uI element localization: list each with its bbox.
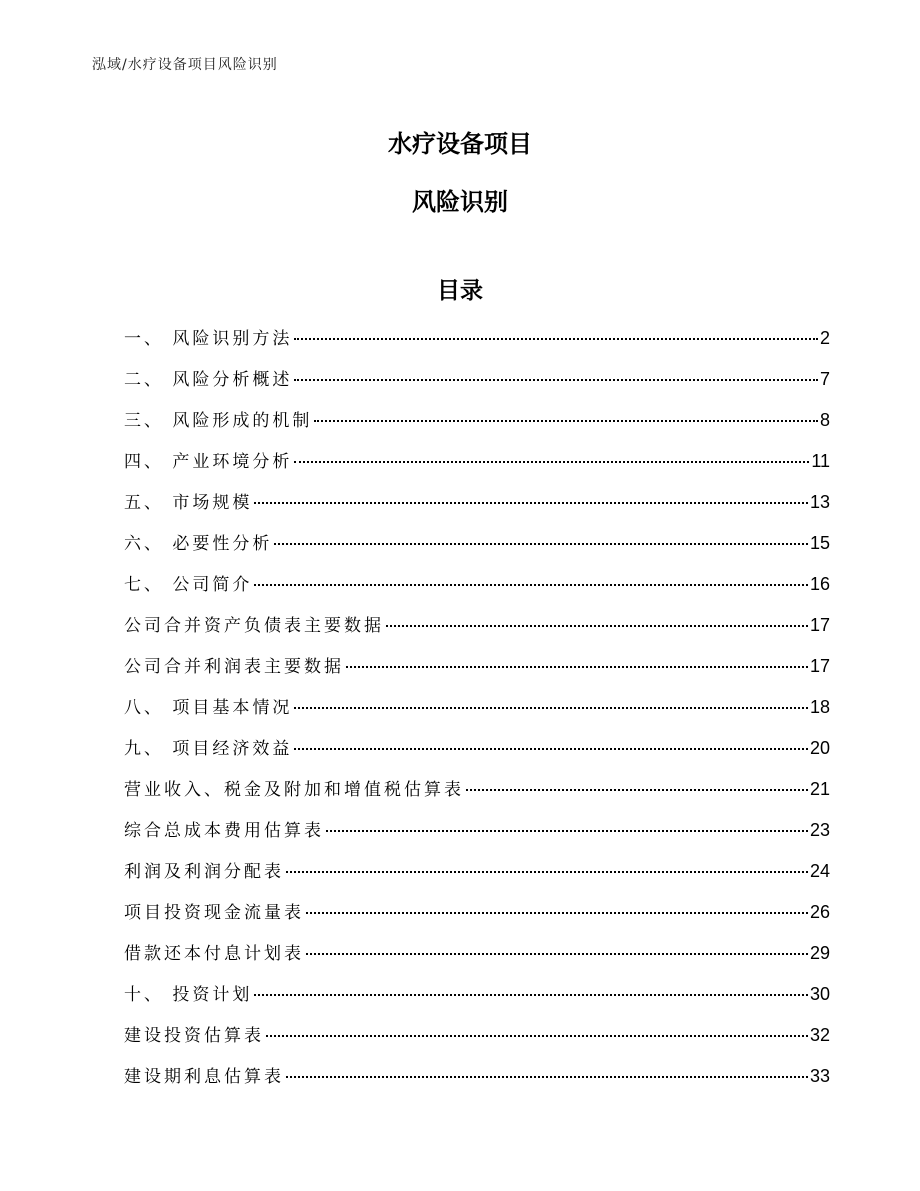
document-title: 水疗设备项目 xyxy=(388,130,532,158)
dot-leader xyxy=(266,1035,808,1037)
toc-entry[interactable] xyxy=(124,898,830,939)
toc-entry[interactable] xyxy=(124,775,830,816)
dot-leader xyxy=(286,1076,808,1078)
toc-entry[interactable] xyxy=(124,529,830,570)
toc-entry-label: 项目投资现金流量表 xyxy=(124,903,304,923)
toc-entry-label: 营业收入、税金及附加和增值税估算表 xyxy=(124,780,464,800)
toc-entry-page: 21 xyxy=(809,779,830,799)
toc-entry-page: 17 xyxy=(809,656,830,676)
toc-entry[interactable] xyxy=(124,652,830,693)
running-header: 泓域/水疗设备项目风险识别 xyxy=(92,57,278,73)
toc-entry-label: 七、 公司简介 xyxy=(124,575,253,595)
dot-leader xyxy=(254,502,808,504)
toc-entry-label: 一、 风险识别方法 xyxy=(124,329,293,349)
toc-entry-label: 四、 产业环境分析 xyxy=(124,452,293,472)
dot-leader xyxy=(294,707,808,709)
toc-entry-page: 16 xyxy=(809,574,830,594)
toc-entry[interactable] xyxy=(124,980,830,1021)
toc-entry-label: 五、 市场规模 xyxy=(124,493,253,513)
toc-entry[interactable] xyxy=(124,693,830,734)
dot-leader xyxy=(286,871,808,873)
toc-entry-page: 33 xyxy=(809,1066,830,1086)
toc-entry-label: 借款还本付息计划表 xyxy=(124,944,304,964)
toc-entry[interactable] xyxy=(124,570,830,611)
toc-entry[interactable] xyxy=(124,1062,830,1103)
toc-entry[interactable] xyxy=(124,488,830,529)
toc-entry-label: 十、 投资计划 xyxy=(124,985,253,1005)
toc-entry-label: 八、 项目基本情况 xyxy=(124,698,293,718)
toc-entry[interactable] xyxy=(124,816,830,857)
dot-leader xyxy=(294,379,818,381)
toc-entry-label: 利润及利润分配表 xyxy=(124,862,284,882)
toc-entry[interactable] xyxy=(124,406,830,447)
toc-entry-page: 24 xyxy=(809,861,830,881)
toc-entry-label: 公司合并资产负债表主要数据 xyxy=(124,616,384,636)
dot-leader xyxy=(294,461,809,463)
toc-entry[interactable] xyxy=(124,1021,830,1062)
toc-entry-page: 32 xyxy=(809,1025,830,1045)
toc-entry-label: 建设期利息估算表 xyxy=(124,1067,284,1087)
dot-leader xyxy=(386,625,808,627)
toc-entry-page: 15 xyxy=(809,533,830,553)
dot-leader xyxy=(306,912,808,914)
toc-entry-label: 公司合并利润表主要数据 xyxy=(124,657,344,677)
toc-entry-page: 18 xyxy=(809,697,830,717)
toc-entry-page: 20 xyxy=(809,738,830,758)
toc-entry-label: 六、 必要性分析 xyxy=(124,534,273,554)
dot-leader xyxy=(294,338,818,340)
dot-leader xyxy=(306,953,808,955)
toc-entry-label: 二、 风险分析概述 xyxy=(124,370,293,390)
dot-leader xyxy=(274,543,808,545)
dot-leader xyxy=(254,994,808,996)
dot-leader xyxy=(346,666,808,668)
dot-leader xyxy=(294,748,808,750)
toc-entry-page: 26 xyxy=(809,902,830,922)
dot-leader xyxy=(466,789,808,791)
toc-entry[interactable] xyxy=(124,611,830,652)
toc-entry-page: 23 xyxy=(809,820,830,840)
dot-leader xyxy=(326,830,808,832)
toc-entry[interactable] xyxy=(124,447,830,488)
toc-entry[interactable] xyxy=(124,365,830,406)
document-subtitle: 风险识别 xyxy=(412,188,508,216)
toc-entry-page: 8 xyxy=(819,410,830,430)
toc-entry-label: 综合总成本费用估算表 xyxy=(124,821,324,841)
table-of-contents xyxy=(124,324,830,1103)
toc-entry-label: 九、 项目经济效益 xyxy=(124,739,293,759)
toc-entry-page: 11 xyxy=(811,451,830,471)
toc-entry[interactable] xyxy=(124,734,830,775)
toc-entry-page: 2 xyxy=(819,328,830,348)
toc-entry[interactable] xyxy=(124,939,830,980)
toc-entry[interactable] xyxy=(124,324,830,365)
toc-entry-label: 建设投资估算表 xyxy=(124,1026,264,1046)
toc-heading: 目录 xyxy=(437,278,483,304)
toc-entry-page: 13 xyxy=(809,492,830,512)
toc-entry-page: 29 xyxy=(809,943,830,963)
toc-entry-label: 三、 风险形成的机制 xyxy=(124,411,313,431)
toc-entry[interactable] xyxy=(124,857,830,898)
toc-entry-page: 17 xyxy=(809,615,830,635)
toc-entry-page: 30 xyxy=(809,984,830,1004)
dot-leader xyxy=(254,584,808,586)
toc-entry-page: 7 xyxy=(819,369,830,389)
dot-leader xyxy=(314,420,818,422)
